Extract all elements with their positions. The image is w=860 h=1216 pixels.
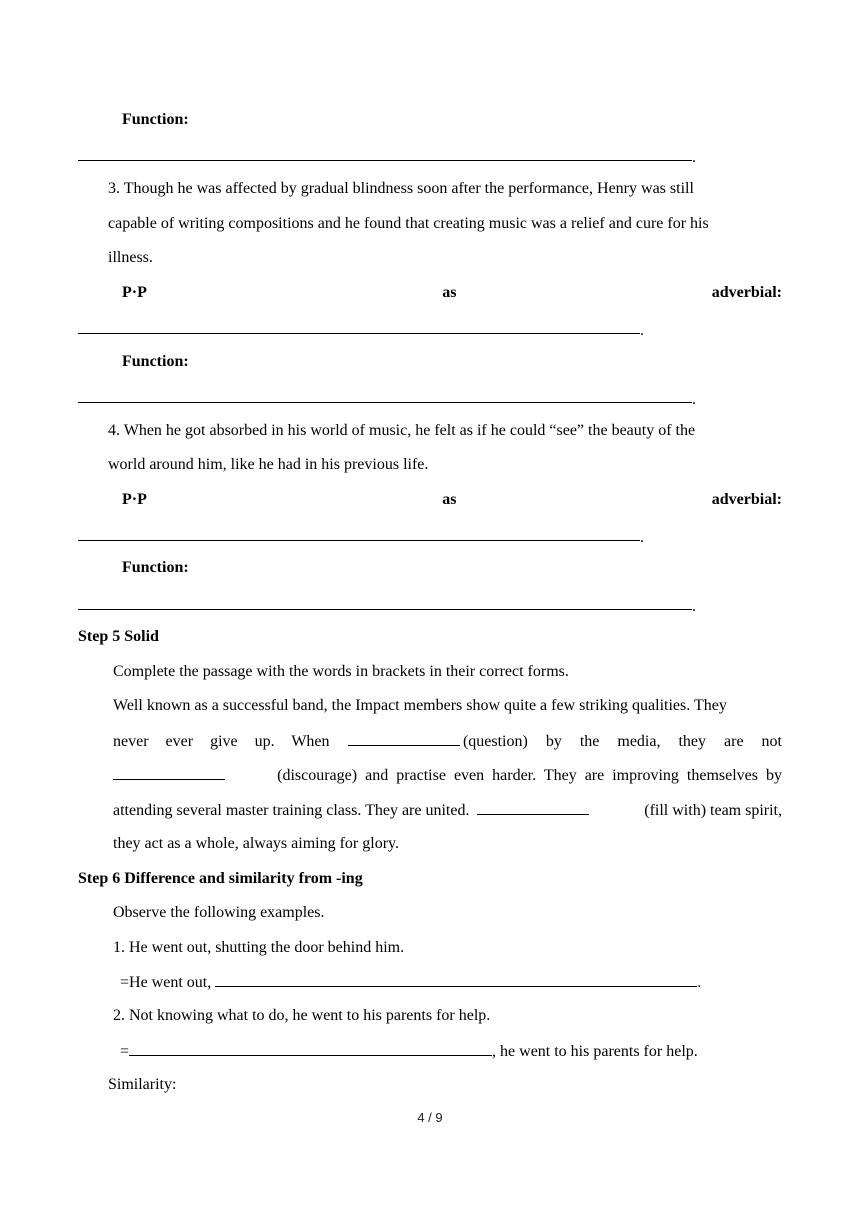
function-label: Function: <box>122 353 189 370</box>
answer-line[interactable] <box>78 402 692 403</box>
answer-line[interactable] <box>78 160 692 161</box>
function-label: Function: <box>122 559 189 576</box>
answer-blank-discourage[interactable] <box>113 765 225 780</box>
example-1-rewrite <box>120 972 701 993</box>
similarity-label: Similarity: <box>108 1076 177 1093</box>
answer-line[interactable] <box>78 609 692 610</box>
function-label: Function: <box>122 111 189 128</box>
adverbial-label: adverbial: <box>711 284 782 301</box>
passage-text: (fill with) team spirit, <box>644 802 782 819</box>
rewrite-text: =He went out, <box>120 974 212 991</box>
period: . <box>640 322 644 339</box>
question-4-line-1: 4. When he got absorbed in his world of music, he felt as if he could “see” the beauty of the <box>108 422 696 439</box>
passage-text: never ever give up. When <box>113 733 330 750</box>
passage-text: attending several master training class. They are united. <box>113 802 470 819</box>
example-2-rewrite <box>120 1041 698 1062</box>
period: . <box>692 391 696 408</box>
step-6-instruction: Observe the following examples. <box>113 904 325 921</box>
period: . <box>692 598 696 615</box>
answer-blank-example-1[interactable] <box>215 972 697 987</box>
passage-line-4 <box>113 800 782 821</box>
as-label: as <box>442 284 457 301</box>
passage-text: (question) by the media, they are not <box>462 733 782 750</box>
example-1: 1. He went out, shutting the door behind him. <box>113 939 405 956</box>
passage-line-5: they act as a whole, always aiming for glory. <box>113 835 399 852</box>
answer-blank-example-2[interactable] <box>129 1041 492 1056</box>
passage-line-2 <box>113 731 782 752</box>
period: . <box>692 149 696 166</box>
pp-adverbial-row <box>122 490 782 510</box>
question-3-line-2: capable of writing compositions and he found that creating music was a relief and cure for his <box>108 215 709 232</box>
step-6-title: Step 6 Difference and similarity from -ing <box>78 870 363 887</box>
answer-blank-fill-with[interactable] <box>477 800 589 815</box>
example-2: 2. Not knowing what to do, he went to his parents for help. <box>113 1007 491 1024</box>
period: . <box>697 974 702 991</box>
rewrite-text: = <box>120 1043 130 1060</box>
rewrite-text: , he went to his parents for help. <box>492 1043 698 1060</box>
answer-line[interactable] <box>78 333 640 334</box>
pp-adverbial-row <box>122 283 782 303</box>
answer-line[interactable] <box>78 540 640 541</box>
step-5-instruction: Complete the passage with the words in brackets in their correct forms. <box>113 663 569 680</box>
passage-text: (discourage) and practise even harder. They are improving themselves by <box>277 767 782 784</box>
step-5-title: Step 5 Solid <box>78 628 159 645</box>
adverbial-label: adverbial: <box>711 491 782 508</box>
question-3-line-3: illness. <box>108 249 153 266</box>
passage-line-3 <box>113 765 782 786</box>
passage-line-1: Well known as a successful band, the Impact members show quite a few striking qualities. They <box>113 697 727 714</box>
as-label: as <box>442 491 457 508</box>
page-number: 4 / 9 <box>417 1110 443 1125</box>
question-4-line-2: world around him, like he had in his previous life. <box>108 456 429 473</box>
answer-blank-question[interactable] <box>348 731 460 746</box>
pp-label: P·P <box>122 284 147 301</box>
question-3-line-1: 3. Though he was affected by gradual blindness soon after the performance, Henry was still <box>108 180 694 197</box>
pp-label: P·P <box>122 491 147 508</box>
period: . <box>640 529 644 546</box>
